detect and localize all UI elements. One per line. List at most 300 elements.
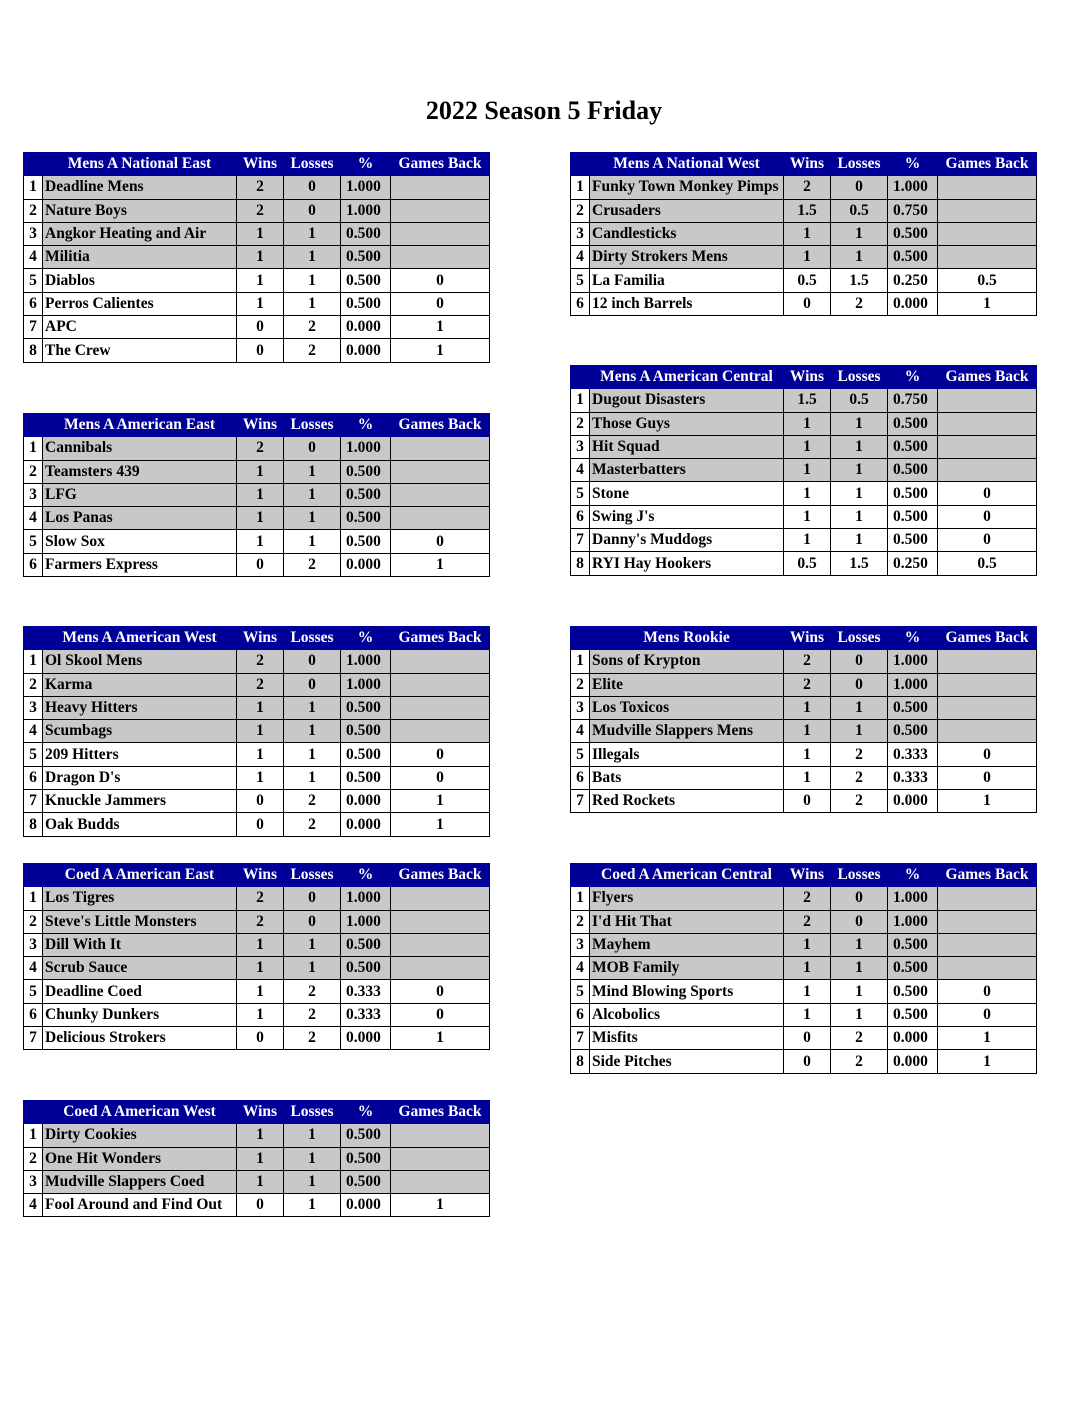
- pct-cell: 0.000: [341, 813, 391, 836]
- games-back-cell: 0.5: [938, 552, 1037, 575]
- table-row: [24, 933, 490, 956]
- table-row: [24, 246, 490, 269]
- table-row: [24, 199, 490, 222]
- rank-cell: 1: [24, 176, 43, 199]
- rank-cell: 4: [571, 957, 590, 980]
- losses-cell: 2: [284, 813, 341, 836]
- pct-cell: 0.000: [341, 339, 391, 362]
- team-name-cell: LFG: [43, 483, 237, 506]
- column-header-wins: Wins: [784, 864, 831, 887]
- pct-cell: 0.500: [341, 957, 391, 980]
- column-header-games-back: Games Back: [938, 864, 1037, 887]
- games-back-cell: [938, 389, 1037, 412]
- rank-cell: 5: [24, 269, 43, 292]
- pct-cell: 0.750: [888, 389, 938, 412]
- table-row: [24, 222, 490, 245]
- rank-header: [24, 414, 43, 437]
- wins-cell: 0: [237, 1027, 284, 1050]
- team-name-cell: Oak Budds: [43, 813, 237, 836]
- team-name-cell: MOB Family: [590, 957, 784, 980]
- games-back-cell: [938, 246, 1037, 269]
- games-back-cell: [391, 222, 490, 245]
- games-back-cell: [938, 673, 1037, 696]
- column-header-pct: %: [888, 627, 938, 650]
- games-back-cell: [938, 887, 1037, 910]
- rank-cell: 5: [571, 743, 590, 766]
- table-row: [571, 980, 1037, 1003]
- standings-table-mens-a-national-east: [23, 152, 490, 363]
- pct-cell: 0.000: [888, 790, 938, 813]
- wins-cell: 1: [784, 766, 831, 789]
- table-row: [24, 1124, 490, 1147]
- wins-cell: 1: [237, 483, 284, 506]
- table-row: [24, 980, 490, 1003]
- losses-cell: 1: [831, 980, 888, 1003]
- rank-cell: 3: [24, 933, 43, 956]
- losses-cell: 1: [831, 933, 888, 956]
- table-row: [571, 412, 1037, 435]
- games-back-cell: 1: [391, 316, 490, 339]
- rank-cell: 3: [571, 696, 590, 719]
- rank-cell: 4: [571, 720, 590, 743]
- rank-cell: 2: [571, 910, 590, 933]
- pct-cell: 1.000: [341, 887, 391, 910]
- losses-cell: 2: [831, 1027, 888, 1050]
- table-row: [24, 1170, 490, 1193]
- wins-cell: 1: [237, 530, 284, 553]
- table-row: [24, 460, 490, 483]
- rank-header: [24, 627, 43, 650]
- games-back-cell: 1: [938, 292, 1037, 315]
- column-header-losses: Losses: [831, 153, 888, 176]
- games-back-cell: [938, 199, 1037, 222]
- table-row: [571, 292, 1037, 315]
- column-header-pct: %: [888, 864, 938, 887]
- table-row: [24, 673, 490, 696]
- column-header-games-back: Games Back: [938, 366, 1037, 389]
- losses-cell: 1.5: [831, 552, 888, 575]
- table-row: [571, 673, 1037, 696]
- games-back-cell: 0: [938, 743, 1037, 766]
- rank-cell: 5: [24, 530, 43, 553]
- losses-cell: 0: [284, 910, 341, 933]
- rank-header: [571, 627, 590, 650]
- team-name-cell: Farmers Express: [43, 553, 237, 576]
- column-header-games-back: Games Back: [391, 1101, 490, 1124]
- games-back-cell: 0: [391, 269, 490, 292]
- losses-cell: 0: [284, 199, 341, 222]
- table-row: [24, 483, 490, 506]
- table-row: [571, 1027, 1037, 1050]
- rank-header: [571, 153, 590, 176]
- rank-cell: 3: [24, 483, 43, 506]
- team-name-cell: Deadline Coed: [43, 980, 237, 1003]
- losses-cell: 1: [831, 222, 888, 245]
- pct-cell: 0.500: [341, 743, 391, 766]
- team-name-cell: Deadline Mens: [43, 176, 237, 199]
- team-name-cell: Danny's Muddogs: [590, 529, 784, 552]
- wins-cell: 2: [237, 176, 284, 199]
- team-name-cell: Dirty Strokers Mens: [590, 246, 784, 269]
- team-name-cell: Flyers: [590, 887, 784, 910]
- team-name-cell: Side Pitches: [590, 1050, 784, 1073]
- pct-cell: 0.500: [888, 933, 938, 956]
- wins-cell: 0.5: [784, 269, 831, 292]
- division-title: Mens A American Central: [590, 366, 784, 389]
- rank-cell: 7: [571, 529, 590, 552]
- games-back-cell: [938, 720, 1037, 743]
- team-name-cell: Heavy Hitters: [43, 696, 237, 719]
- games-back-cell: [938, 650, 1037, 673]
- games-back-cell: [938, 933, 1037, 956]
- losses-cell: 0: [831, 910, 888, 933]
- wins-cell: 1.5: [784, 389, 831, 412]
- rank-header: [24, 1101, 43, 1124]
- wins-cell: 1: [784, 720, 831, 743]
- wins-cell: 0: [784, 292, 831, 315]
- division-title: Mens A American East: [43, 414, 237, 437]
- games-back-cell: [938, 696, 1037, 719]
- losses-cell: 1: [831, 412, 888, 435]
- losses-cell: 1: [831, 529, 888, 552]
- pct-cell: 0.333: [888, 766, 938, 789]
- column-header-pct: %: [888, 153, 938, 176]
- pct-cell: 1.000: [888, 176, 938, 199]
- standings-table-coed-a-american-east: [23, 863, 490, 1050]
- pct-cell: 0.500: [888, 529, 938, 552]
- wins-cell: 0: [237, 813, 284, 836]
- rank-cell: 2: [24, 199, 43, 222]
- losses-cell: 2: [284, 1003, 341, 1026]
- rank-cell: 6: [24, 766, 43, 789]
- team-name-cell: Los Panas: [43, 507, 237, 530]
- pct-cell: 0.333: [341, 1003, 391, 1026]
- pct-cell: 1.000: [341, 176, 391, 199]
- table-row: [24, 292, 490, 315]
- pct-cell: 1.000: [341, 673, 391, 696]
- wins-cell: 1: [237, 507, 284, 530]
- games-back-cell: [938, 222, 1037, 245]
- losses-cell: 1: [831, 505, 888, 528]
- losses-cell: 1: [284, 933, 341, 956]
- team-name-cell: Mind Blowing Sports: [590, 980, 784, 1003]
- team-name-cell: Karma: [43, 673, 237, 696]
- column-header-losses: Losses: [284, 153, 341, 176]
- rank-cell: 7: [571, 1027, 590, 1050]
- games-back-cell: [938, 435, 1037, 458]
- rank-cell: 6: [571, 1003, 590, 1026]
- column-header-wins: Wins: [784, 366, 831, 389]
- wins-cell: 0: [237, 790, 284, 813]
- column-header-wins: Wins: [784, 627, 831, 650]
- rank-cell: 8: [24, 339, 43, 362]
- games-back-cell: 1: [938, 1027, 1037, 1050]
- team-name-cell: Mudville Slappers Coed: [43, 1170, 237, 1193]
- column-header-wins: Wins: [237, 864, 284, 887]
- losses-cell: 0.5: [831, 389, 888, 412]
- rank-cell: 7: [24, 790, 43, 813]
- table-header-row: [24, 414, 490, 437]
- table-row: [571, 482, 1037, 505]
- losses-cell: 1: [284, 530, 341, 553]
- losses-cell: 0: [284, 887, 341, 910]
- losses-cell: 0: [831, 176, 888, 199]
- table-row: [571, 435, 1037, 458]
- pct-cell: 0.500: [888, 459, 938, 482]
- rank-cell: 5: [571, 980, 590, 1003]
- games-back-cell: [391, 199, 490, 222]
- pct-cell: 0.500: [888, 696, 938, 719]
- rank-cell: 4: [24, 246, 43, 269]
- wins-cell: 1: [237, 222, 284, 245]
- wins-cell: 1: [237, 269, 284, 292]
- column-header-wins: Wins: [237, 627, 284, 650]
- team-name-cell: Bats: [590, 766, 784, 789]
- games-back-cell: [391, 507, 490, 530]
- pct-cell: 0.500: [888, 222, 938, 245]
- team-name-cell: Slow Sox: [43, 530, 237, 553]
- pct-cell: 0.500: [341, 530, 391, 553]
- rank-cell: 2: [24, 673, 43, 696]
- pct-cell: 1.000: [341, 910, 391, 933]
- column-header-games-back: Games Back: [391, 864, 490, 887]
- team-name-cell: Swing J's: [590, 505, 784, 528]
- losses-cell: 1: [284, 743, 341, 766]
- games-back-cell: [391, 650, 490, 673]
- rank-cell: 1: [571, 650, 590, 673]
- rank-cell: 7: [24, 316, 43, 339]
- pct-cell: 0.500: [341, 766, 391, 789]
- wins-cell: 1: [237, 292, 284, 315]
- pct-cell: 0.000: [341, 316, 391, 339]
- rank-cell: 6: [571, 766, 590, 789]
- wins-cell: 2: [784, 673, 831, 696]
- rank-cell: 7: [571, 790, 590, 813]
- rank-cell: 8: [571, 552, 590, 575]
- table-row: [571, 269, 1037, 292]
- team-name-cell: Elite: [590, 673, 784, 696]
- pct-cell: 0.000: [888, 292, 938, 315]
- wins-cell: 1: [237, 1003, 284, 1026]
- losses-cell: 1: [284, 1147, 341, 1170]
- table-row: [24, 887, 490, 910]
- losses-cell: 1: [284, 246, 341, 269]
- games-back-cell: 1: [391, 790, 490, 813]
- table-row: [24, 766, 490, 789]
- table-header-row: [571, 864, 1037, 887]
- team-name-cell: Angkor Heating and Air: [43, 222, 237, 245]
- pct-cell: 0.500: [341, 222, 391, 245]
- table-row: [24, 1027, 490, 1050]
- column-header-losses: Losses: [831, 627, 888, 650]
- rank-cell: 3: [24, 222, 43, 245]
- division-title: Coed A American West: [43, 1101, 237, 1124]
- losses-cell: 0: [284, 176, 341, 199]
- pct-cell: 0.500: [341, 933, 391, 956]
- wins-cell: 1: [784, 696, 831, 719]
- losses-cell: 1: [284, 292, 341, 315]
- losses-cell: 0: [284, 673, 341, 696]
- wins-cell: 1: [784, 505, 831, 528]
- wins-cell: 1: [237, 1124, 284, 1147]
- wins-cell: 1: [784, 529, 831, 552]
- table-row: [571, 222, 1037, 245]
- wins-cell: 1: [784, 933, 831, 956]
- table-row: [24, 790, 490, 813]
- games-back-cell: [391, 460, 490, 483]
- table-row: [24, 269, 490, 292]
- rank-cell: 6: [571, 505, 590, 528]
- rank-cell: 4: [571, 246, 590, 269]
- losses-cell: 2: [831, 1050, 888, 1073]
- games-back-cell: [391, 1170, 490, 1193]
- team-name-cell: Knuckle Jammers: [43, 790, 237, 813]
- column-header-wins: Wins: [784, 153, 831, 176]
- standings-table-mens-a-american-east: [23, 413, 490, 577]
- pct-cell: 0.500: [888, 1003, 938, 1026]
- team-name-cell: Dill With It: [43, 933, 237, 956]
- losses-cell: 1.5: [831, 269, 888, 292]
- losses-cell: 2: [284, 790, 341, 813]
- wins-cell: 2: [784, 176, 831, 199]
- losses-cell: 1: [831, 720, 888, 743]
- games-back-cell: 0: [938, 766, 1037, 789]
- pct-cell: 0.500: [341, 246, 391, 269]
- pct-cell: 0.000: [341, 553, 391, 576]
- rank-cell: 2: [24, 910, 43, 933]
- wins-cell: 1: [237, 980, 284, 1003]
- pct-cell: 0.500: [341, 292, 391, 315]
- wins-cell: 2: [784, 650, 831, 673]
- wins-cell: 0: [237, 1194, 284, 1217]
- games-back-cell: [391, 1124, 490, 1147]
- rank-cell: 1: [571, 389, 590, 412]
- team-name-cell: La Familia: [590, 269, 784, 292]
- wins-cell: 0: [784, 1050, 831, 1073]
- standings-table-coed-a-american-central: [570, 863, 1037, 1074]
- rank-cell: 1: [571, 887, 590, 910]
- table-row: [24, 437, 490, 460]
- losses-cell: 1: [284, 507, 341, 530]
- table-header-row: [571, 366, 1037, 389]
- games-back-cell: 1: [938, 790, 1037, 813]
- games-back-cell: 0: [938, 482, 1037, 505]
- losses-cell: 2: [284, 316, 341, 339]
- rank-cell: 2: [24, 460, 43, 483]
- wins-cell: 1: [784, 222, 831, 245]
- games-back-cell: 0: [391, 1003, 490, 1026]
- wins-cell: 1: [784, 459, 831, 482]
- games-back-cell: 0: [938, 980, 1037, 1003]
- column-header-wins: Wins: [237, 1101, 284, 1124]
- games-back-cell: [938, 412, 1037, 435]
- pct-cell: 1.000: [341, 650, 391, 673]
- column-header-losses: Losses: [284, 1101, 341, 1124]
- losses-cell: 0: [831, 673, 888, 696]
- games-back-cell: [391, 720, 490, 743]
- table-row: [571, 529, 1037, 552]
- team-name-cell: Hit Squad: [590, 435, 784, 458]
- team-name-cell: Los Toxicos: [590, 696, 784, 719]
- games-back-cell: [938, 957, 1037, 980]
- pct-cell: 0.750: [888, 199, 938, 222]
- games-back-cell: 1: [938, 1050, 1037, 1073]
- pct-cell: 0.250: [888, 269, 938, 292]
- column-header-pct: %: [341, 864, 391, 887]
- rank-cell: 7: [24, 1027, 43, 1050]
- losses-cell: 1: [284, 460, 341, 483]
- team-name-cell: Dirty Cookies: [43, 1124, 237, 1147]
- division-title: Mens A National East: [43, 153, 237, 176]
- team-name-cell: Diablos: [43, 269, 237, 292]
- rank-cell: 1: [571, 176, 590, 199]
- games-back-cell: 1: [391, 813, 490, 836]
- table-row: [571, 552, 1037, 575]
- rank-cell: 8: [24, 813, 43, 836]
- wins-cell: 2: [784, 910, 831, 933]
- team-name-cell: Stone: [590, 482, 784, 505]
- table-row: [571, 389, 1037, 412]
- losses-cell: 1: [831, 1003, 888, 1026]
- table-row: [571, 199, 1037, 222]
- team-name-cell: Delicious Strokers: [43, 1027, 237, 1050]
- games-back-cell: [391, 176, 490, 199]
- table-row: [24, 553, 490, 576]
- games-back-cell: 0: [938, 505, 1037, 528]
- column-header-losses: Losses: [831, 864, 888, 887]
- division-title: Mens A National West: [590, 153, 784, 176]
- team-name-cell: Alcobolics: [590, 1003, 784, 1026]
- team-name-cell: Dugout Disasters: [590, 389, 784, 412]
- team-name-cell: Crusaders: [590, 199, 784, 222]
- table-row: [24, 696, 490, 719]
- wins-cell: 0: [237, 316, 284, 339]
- wins-cell: 1: [237, 743, 284, 766]
- pct-cell: 0.000: [888, 1027, 938, 1050]
- wins-cell: 2: [237, 650, 284, 673]
- pct-cell: 0.333: [888, 743, 938, 766]
- pct-cell: 0.000: [341, 790, 391, 813]
- team-name-cell: Candlesticks: [590, 222, 784, 245]
- pct-cell: 0.000: [888, 1050, 938, 1073]
- losses-cell: 2: [284, 339, 341, 362]
- pct-cell: 0.500: [341, 1147, 391, 1170]
- team-name-cell: Sons of Krypton: [590, 650, 784, 673]
- table-row: [571, 933, 1037, 956]
- team-name-cell: Red Rockets: [590, 790, 784, 813]
- wins-cell: 2: [237, 437, 284, 460]
- team-name-cell: Militia: [43, 246, 237, 269]
- column-header-wins: Wins: [237, 414, 284, 437]
- pct-cell: 0.500: [888, 412, 938, 435]
- team-name-cell: Perros Calientes: [43, 292, 237, 315]
- games-back-cell: [391, 483, 490, 506]
- pct-cell: 1.000: [341, 199, 391, 222]
- wins-cell: 2: [784, 887, 831, 910]
- table-header-row: [571, 627, 1037, 650]
- table-row: [571, 720, 1037, 743]
- pct-cell: 0.500: [888, 720, 938, 743]
- rank-cell: 5: [571, 269, 590, 292]
- column-header-losses: Losses: [284, 414, 341, 437]
- pct-cell: 0.500: [888, 435, 938, 458]
- rank-cell: 3: [24, 1170, 43, 1193]
- wins-cell: 1: [784, 412, 831, 435]
- losses-cell: 0: [831, 650, 888, 673]
- column-header-losses: Losses: [831, 366, 888, 389]
- games-back-cell: 1: [391, 553, 490, 576]
- column-header-games-back: Games Back: [391, 153, 490, 176]
